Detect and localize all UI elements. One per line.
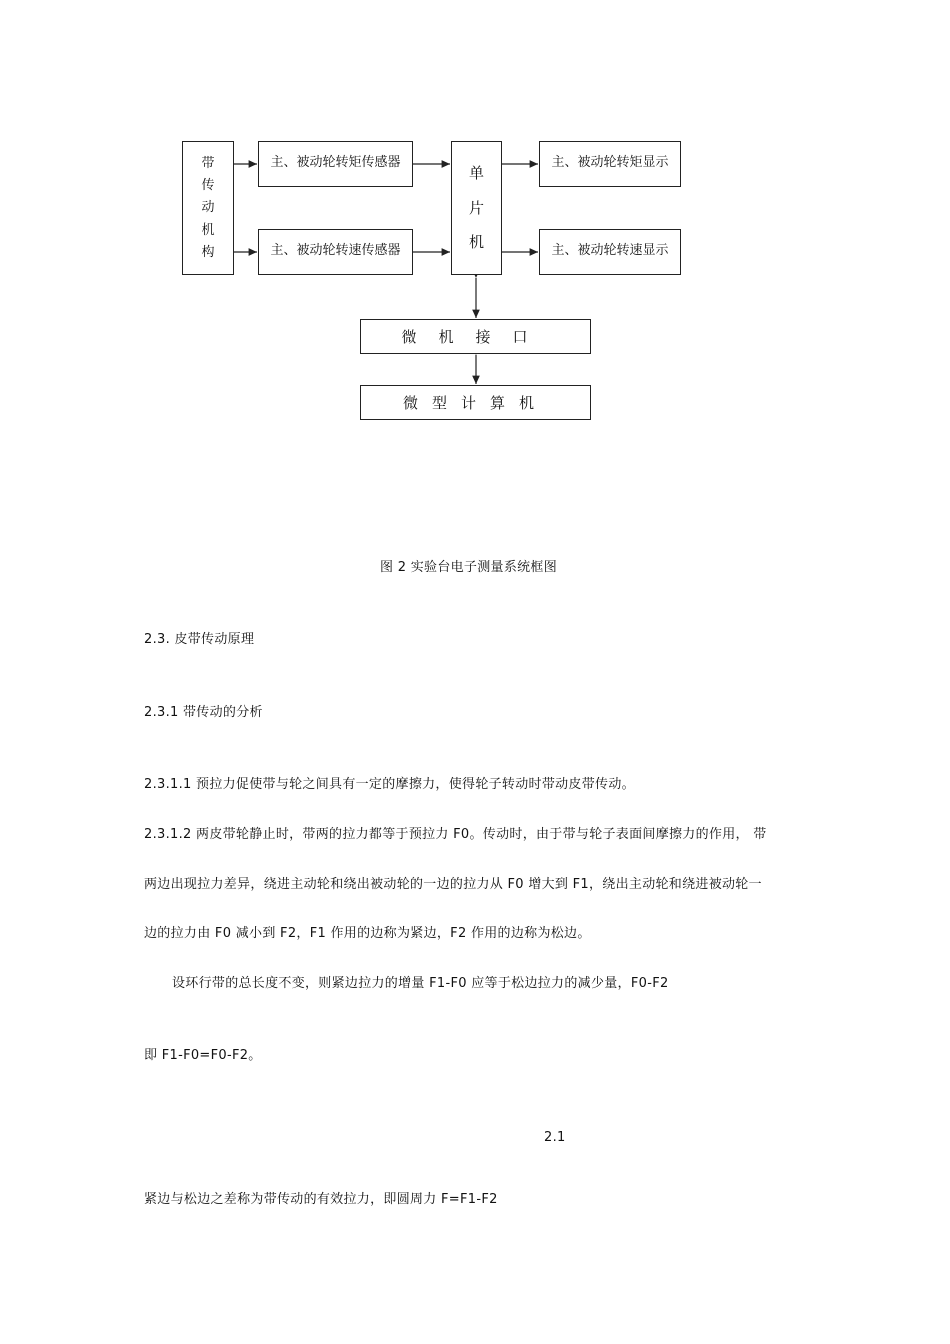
torque-display-label: 主、被动轮转矩显示 — [551, 155, 669, 170]
subsection-heading: 2.3.1 带传动的分析 — [144, 705, 263, 720]
torque-sensor-box — [258, 141, 413, 187]
belt-mechanism-box — [182, 141, 234, 275]
section-heading: 2.3. 皮带传动原理 — [144, 632, 255, 647]
mcu-char: 单 — [468, 163, 484, 182]
torque-display-box — [539, 141, 681, 187]
paragraph-2-line-3: 边的拉力由 F0 减小到 F2，F1 作用的边称为紧边，F2 作用的边称为松边。 — [144, 926, 591, 941]
mechanism-char: 动 — [201, 200, 215, 216]
computer-box — [360, 385, 591, 420]
computer-label: 微型计算机 — [402, 394, 548, 412]
torque-sensor-label: 主、被动轮转矩传感器 — [270, 155, 401, 170]
equation-number: 2.1 — [544, 1130, 566, 1145]
speed-sensor-label: 主、被动轮转速传感器 — [270, 243, 401, 258]
interface-label: 微机接口 — [401, 328, 550, 346]
interface-box — [360, 319, 591, 354]
paragraph-3: 设环行带的总长度不变，则紧边拉力的增量 F1-F0 应等于松边拉力的减少量，F0-F2 — [172, 976, 669, 991]
mcu-char: 机 — [468, 233, 484, 252]
mechanism-char: 机 — [201, 222, 215, 238]
speed-display-box — [539, 229, 681, 275]
mechanism-char: 带 — [201, 156, 215, 172]
speed-display-label: 主、被动轮转速显示 — [551, 243, 669, 258]
paragraph-1: 2.3.1.1 预拉力促使带与轮之间具有一定的摩擦力，使得轮子转动时带动皮带传动。 — [144, 777, 635, 792]
figure-caption: 图 2 实验台电子测量系统框图 — [380, 560, 558, 575]
paragraph-4: 即 F1-F0=F0-F2。 — [144, 1048, 262, 1063]
mcu-char: 片 — [468, 198, 484, 217]
paragraph-2-line-2: 两边出现拉力差异，绕进主动轮和绕出被动轮的一边的拉力从 F0 增大到 F1，绕出主动轮和绕进被动轮一 — [144, 877, 762, 892]
paragraph-2-line-1: 2.3.1.2 两皮带轮静止时，带两的拉力都等于预拉力 F0。传动时，由于带与轮子表面间摩擦力的作用， 带 — [144, 827, 767, 842]
mechanism-char: 构 — [201, 244, 215, 260]
mcu-box — [451, 141, 502, 275]
mechanism-char: 传 — [201, 178, 215, 194]
paragraph-5: 紧边与松边之差称为带传动的有效拉力，即圆周力 F=F1-F2 — [144, 1192, 498, 1207]
speed-sensor-box — [258, 229, 413, 275]
